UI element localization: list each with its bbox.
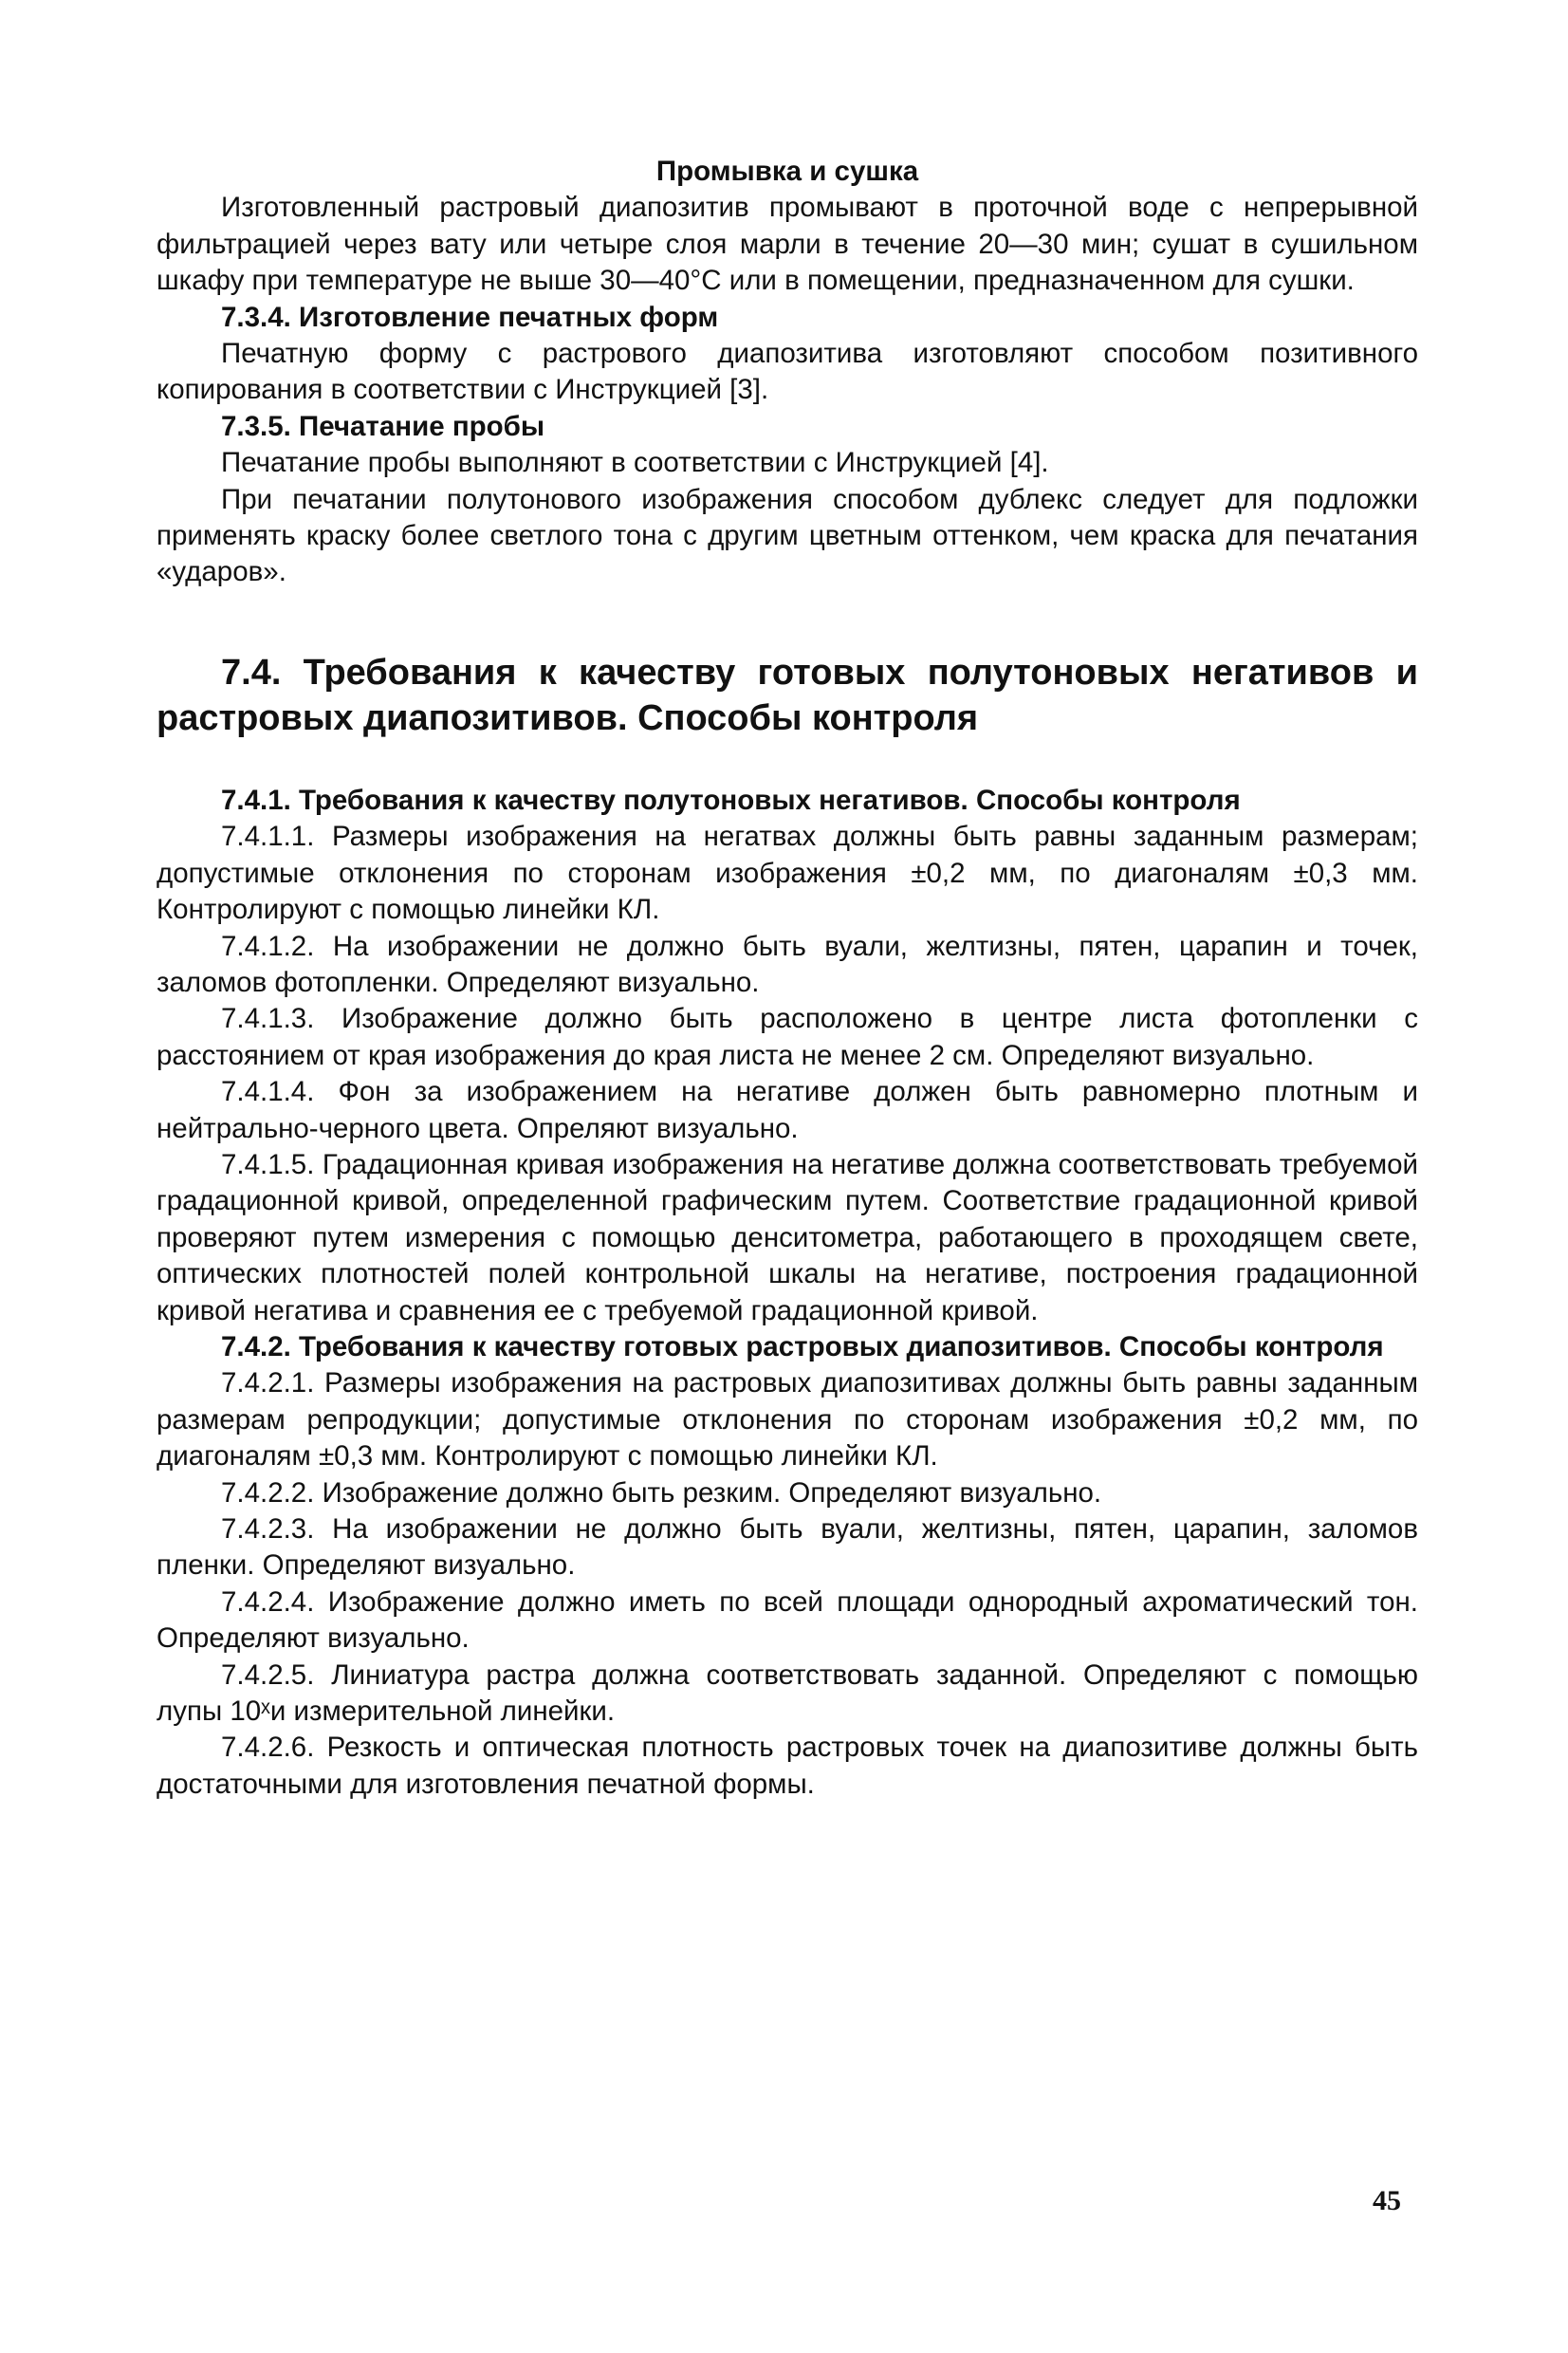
paragraph-7-4-1-1: 7.4.1.1. Размеры изображения на негатвах должны быть равны заданным размерам; допустимые отклонения по сторонам изображения ±0,2 мм, по диагоналям ±0,3 мм. Контролируют с помощью линейки КЛ. xyxy=(157,821,1418,926)
heading-7-4: 7.4. Требования к качеству готовых полутоновых негативов и растровых диапозитивов. Способы контроля xyxy=(157,652,1418,738)
paragraph-7-4-1-2: 7.4.1.2. На изображении не должно быть вуали, желтизны, пятен, царапин и точек, заломов фотопленки. Определяют визуально. xyxy=(157,930,1418,998)
heading-7-3-4: 7.3.4. Изготовление печатных форм xyxy=(221,301,719,333)
paragraph-7-4-2-3: 7.4.2.3. На изображении не должно быть вуали, желтизны, пятен, царапин, заломов пленки. Определяют визуально. xyxy=(157,1513,1418,1582)
heading-7-4-2: 7.4.2. Требования к качеству готовых растровых диапозитивов. Способы контроля xyxy=(221,1330,1384,1362)
paragraph-washing: Изготовленный растровый диапозитив промывают в проточной воде с непрерывной фильтрацией через вату или четыре слоя марли в течение 20—30 мин; сушат в сушильном шкафу при температуре не выше 30—40°С или в помещении, предназначенном для сушки. xyxy=(157,192,1418,297)
paragraph-7-3-4: Печатную форму с растрового диапозитива изготовляют способом позитивного копирования в соответствии с Инструкцией [3]. xyxy=(157,338,1418,406)
paragraph-7-3-5-b: При печатании полутонового изображения способом дублекс следует для подложки применять краску более светлого тона с другим цветным оттенком, чем краска для печатания «ударов». xyxy=(157,483,1418,588)
paragraph-7-4-2-2: 7.4.2.2. Изображение должно быть резким. Определяют визуально. xyxy=(221,1476,1102,1509)
paragraph-7-4-2-5: 7.4.2.5. Линиатура растра должна соответствовать заданной. Определяют с помощью лупы 10ˣи измерительной линейки. xyxy=(157,1658,1418,1728)
heading-7-4-1: 7.4.1. Требования к качеству полутоновых негативов. Способы контроля xyxy=(221,784,1241,816)
heading-7-3-5: 7.3.5. Печатание пробы xyxy=(221,410,545,442)
paragraph-7-4-1-3: 7.4.1.3. Изображение должно быть расположено в центре листа фотопленки с расстоянием от края изображения до края листа не менее 2 см. Определяют визуально. xyxy=(157,1003,1418,1071)
paragraph-7-4-1-4: 7.4.1.4. Фон за изображением на негативе должен быть равномерно плотным и нейтрально-черного цвета. Опреляют визуально. xyxy=(157,1076,1418,1144)
paragraph-7-4-2-1: 7.4.2.1. Размеры изображения на растровых диапозитивах должны быть равны заданным размерам репродукции; допустимые отклонения по сторонам изображения ±0,2 мм, по диагоналям ±0,3 мм. Контролируют с помощью линейки КЛ. xyxy=(157,1367,1418,1473)
document-page xyxy=(157,154,1418,1803)
paragraph-7-4-2-4: 7.4.2.4. Изображение должно иметь по всей площади однородный ахроматический тон. Определяют визуально. xyxy=(157,1585,1418,1655)
paragraph-7-4-1-5: 7.4.1.5. Градационная кривая изображения на негативе должна соответствовать требуемой градационной кривой, определенной графическим путем. Соответствие градационной кривой проверяют путем измерения с помощью денситометра, работающего в проходящем свете, оптических плотностей полей контрольной шкалы на негативе, построения градационной кривой негатива и сравнения ее с требуемой градационной кривой. xyxy=(157,1148,1418,1326)
page-number: 45 xyxy=(1373,2185,1401,2216)
section-title-washing: Промывка и сушка xyxy=(655,156,919,187)
paragraph-7-4-2-6: 7.4.2.6. Резкость и оптическая плотность растровых точек на диапозитиве должны быть достаточными для изготовления печатной формы. xyxy=(157,1732,1418,1800)
paragraph-7-3-5-a: Печатание пробы выполняют в соответствии с Инструкцией [4]. xyxy=(221,447,1049,479)
